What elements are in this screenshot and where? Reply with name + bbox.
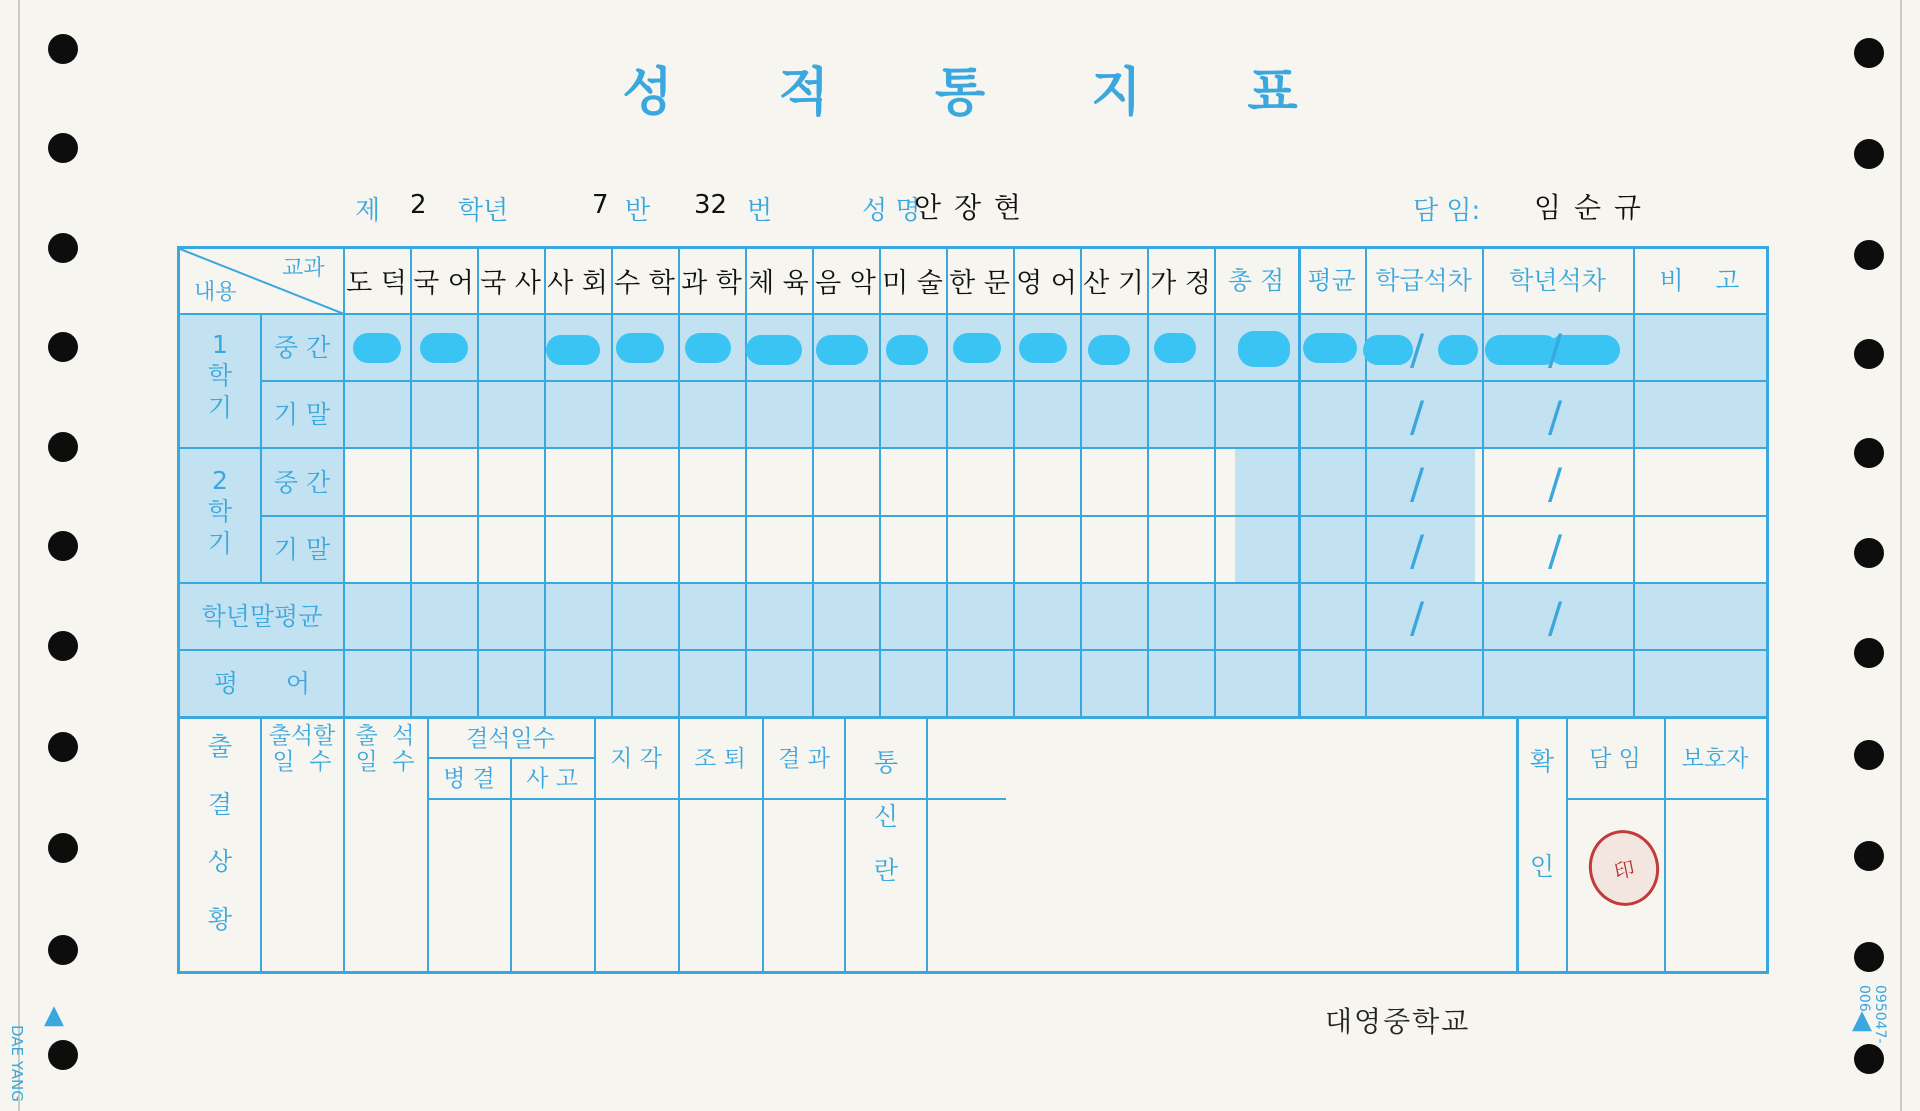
attendance-section-label: 출 결 상 황 — [207, 732, 233, 934]
semester-2-label: 2 학 기 — [207, 466, 233, 558]
sem1-final-label: 기 말 — [273, 400, 331, 429]
sem1-midterm-label: 중 간 — [273, 333, 331, 362]
early-leave-label: 조 퇴 — [694, 746, 746, 772]
grade-table: 교과 내용 도 덕 국 어 국 사 사 회 수 학 과 학 체 육 음 악 미 술 한 문 영 어 산 기 가 정 총 점 평균 학급석차 학년석차 비 고 1 학 기 2 학 기 중 간 기 말 중 간 기 말 학년말평균 평 어 / / / / / / / / / / 출 결 상 황 출석할 일 수 출 석 일 수 결석일수 병 결 사 고 지 각 조 퇴 결 과 통 신 란 확 인 담 임 보호자 — [177, 246, 1769, 974]
right-feed-arrow-icon: ▲ — [1852, 1005, 1872, 1035]
right-edge-text: 095047-006 — [1856, 985, 1888, 1044]
school-name: 대영중학교 — [1325, 1005, 1471, 1038]
comment-label: 평 어 — [214, 669, 310, 698]
report-card-paper: 성 적 통 지 표 제 2 학년 7 반 32 번 성 명 안 장 현 담 임: 임 순 규 교과 내용 도 덕 국 어 국 사 사 회 수 학 과 학 체 육 음 악 미 술 한 문 영 어 산 기 가 정 총 점 평균 학급석차 학년석차 비 고 1 학 기 2 학 기 중 간 기 말 중 간 기 말 학년말평균 평 어 / / / / / / / / / / 출 결 상 황 출석할 일 수 출 석 일 수 결석일수 병 결 사 고 지 각 조 퇴 결 과 통 신 란 확 인 담 임 보호자 印 대영중학교 DAE YANG 095047-006 ▲ ▲ — [0, 0, 1920, 1111]
report-title: 성 적 통 지 표 — [622, 63, 1298, 123]
attended-days-label: 출 석 일 수 — [355, 723, 415, 776]
absence-days-label: 결석일수 — [466, 726, 555, 752]
left-feed-arrow-icon: ▲ — [44, 1000, 64, 1030]
corner-content-label: 내용 — [194, 280, 237, 305]
right-perforation — [1900, 0, 1902, 1111]
sem2-midterm-label: 중 간 — [273, 468, 331, 497]
teacher-seal-stamp: 印 — [1582, 824, 1666, 913]
confirmation-label: 확 인 — [1529, 747, 1555, 881]
corner-subject-label: 교과 — [282, 256, 325, 281]
required-days-label: 출석할 일 수 — [268, 723, 336, 776]
correspondence-label: 통 신 란 — [873, 748, 899, 885]
sick-absence-label: 병 결 — [443, 766, 495, 792]
late-label: 지 각 — [610, 746, 662, 772]
year-average-label: 학년말평균 — [201, 602, 323, 631]
left-edge-text: DAE YANG — [8, 1025, 26, 1102]
other-absence-label: 사 고 — [526, 766, 578, 792]
left-perforation — [18, 0, 20, 1111]
homeroom-sign-label: 담 임 — [1589, 746, 1641, 772]
guardian-sign-label: 보호자 — [1681, 746, 1749, 772]
class-absence-label: 결 과 — [778, 746, 830, 772]
sem2-final-label: 기 말 — [273, 535, 331, 564]
semester-1-label: 1 학 기 — [207, 330, 233, 422]
